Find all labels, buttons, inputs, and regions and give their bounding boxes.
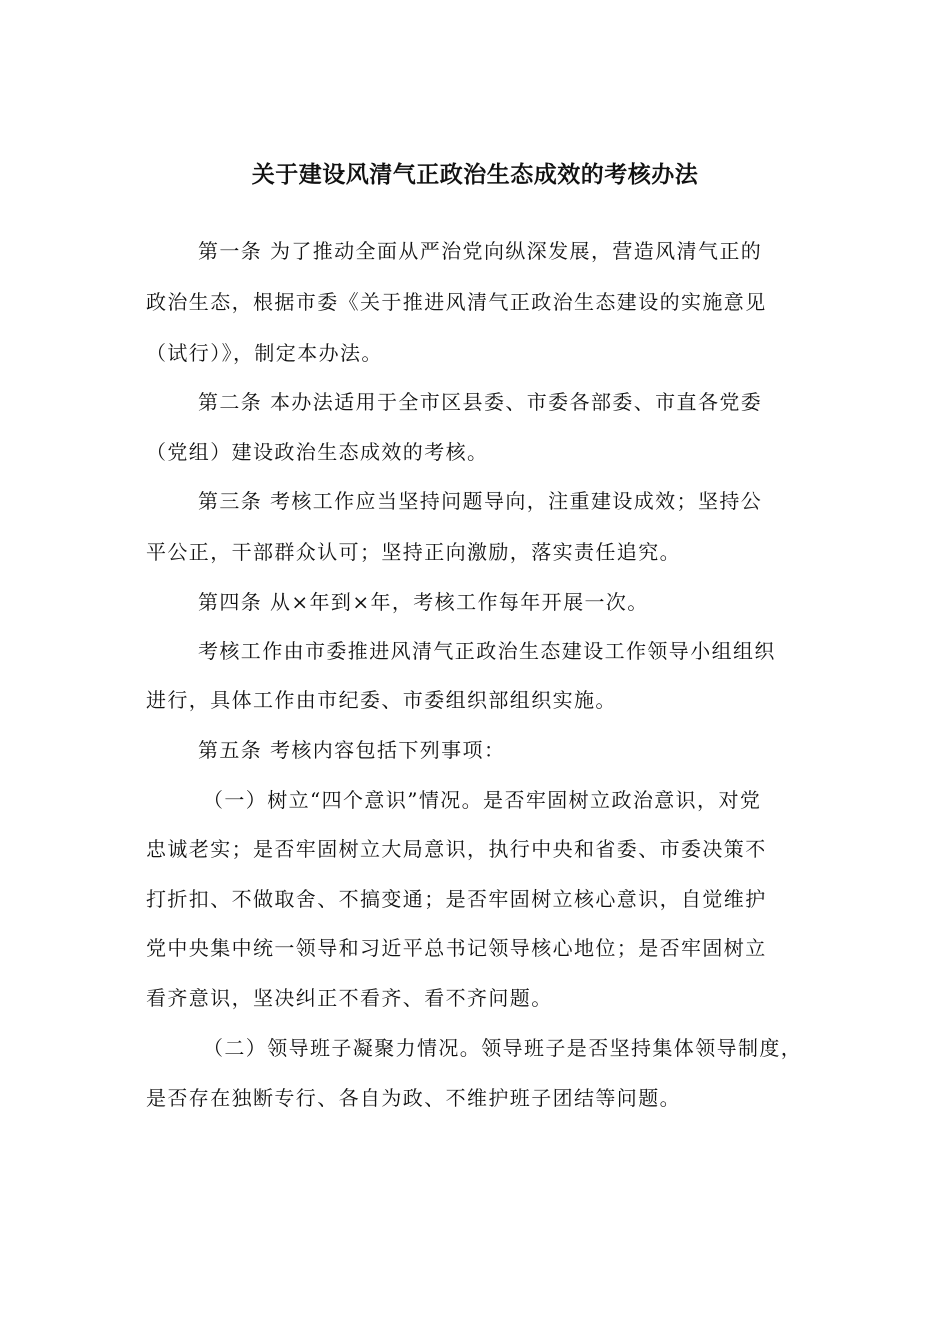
article-4-line-1: 第四条 从×年到×年，考核工作每年开展一次。 (198, 590, 649, 614)
item-2-line-1: （二）领导班子凝聚力情况。领导班子是否坚持集体领导制度， (203, 1036, 803, 1060)
item-1-line-3: 打折扣、不做取舍、不搞变通；是否牢固树立核心意识，自觉维护 (146, 887, 767, 911)
article-1-line-1: 第一条 为了推动全面从严治党向纵深发展，营造风清气正的 (198, 239, 763, 263)
document-title: 关于建设风清气正政治生态成效的考核办法 (251, 161, 699, 188)
article-4-para-2-line-2: 进行，具体工作由市纪委、市委组织部组织实施。 (146, 688, 617, 712)
article-2-line-2: （党组）建设政治生态成效的考核。 (146, 440, 489, 464)
article-3-line-2: 平公正，干部群众认可；坚持正向激励，落实责任追究。 (146, 540, 681, 564)
item-2-line-2: 是否存在独断专行、各自为政、不维护班子团结等问题。 (146, 1086, 681, 1110)
article-3-line-1: 第三条 考核工作应当坚持问题导向，注重建设成效；坚持公 (198, 489, 763, 513)
article-1-line-3: （试行）》，制定本办法。 (146, 341, 383, 365)
item-1-line-4: 党中央集中统一领导和习近平总书记领导核心地位；是否牢固树立 (146, 936, 767, 960)
article-5-line-1: 第五条 考核内容包括下列事项： (198, 738, 506, 762)
article-2-line-1: 第二条 本办法适用于全市区县委、市委各部委、市直各党委 (198, 390, 763, 414)
item-1-line-1: （一）树立“四个意识”情况。是否牢固树立政治意识，对党 (203, 788, 762, 812)
item-1-line-2: 忠诚老实；是否牢固树立大局意识，执行中央和省委、市委决策不 (146, 837, 767, 861)
article-4-para-2-line-1: 考核工作由市委推进风清气正政治生态建设工作领导小组组织 (198, 639, 776, 663)
article-1-line-2: 政治生态，根据市委《关于推进风清气正政治生态建设的实施意见 (146, 290, 767, 314)
item-1-line-5: 看齐意识，坚决纠正不看齐、看不齐问题。 (146, 986, 553, 1010)
